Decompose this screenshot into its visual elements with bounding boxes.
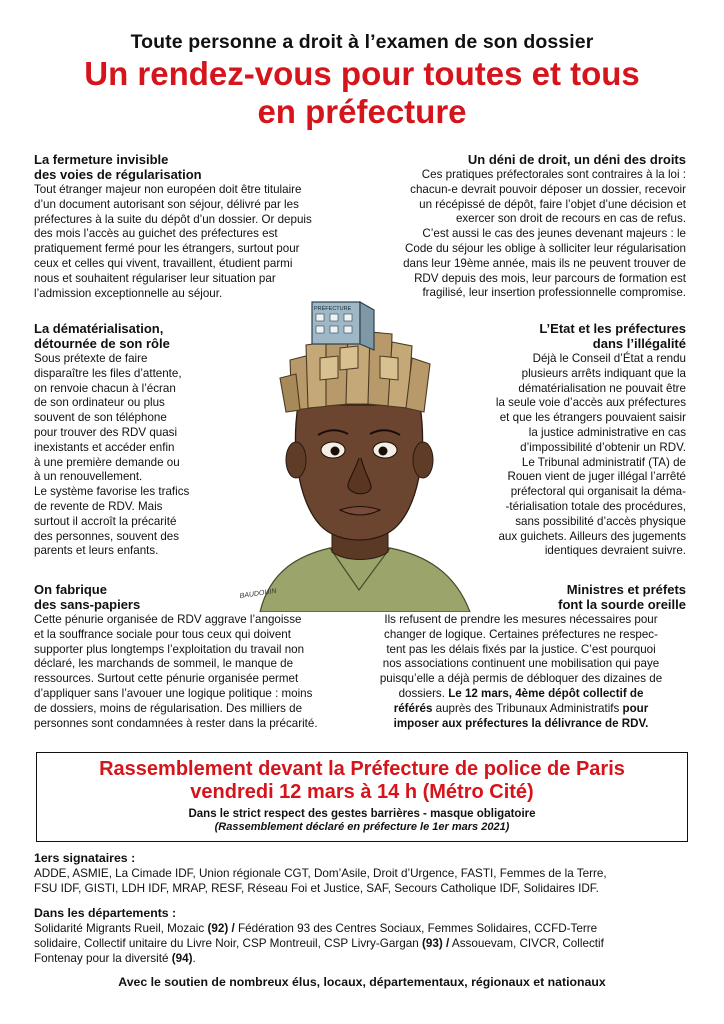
kicker: Toute personne a droit à l’examen de son dossier [130,31,594,53]
rally-box [36,752,688,842]
section-deni [356,152,686,301]
section-body: Cette pénurie organisée de RDV aggrave l’angoisse et la souffrance sociale pour tous ceux qui doivent supporter plus longtemps l’exploitation du travail non déclaré, les marchands de sommeil, le manque de ressources. Surtout cette pénurie organisée permet d’appliquer sans l’avouer une logique politique : moins de dossiers, moins de régularisation. Des milliers de personnes sont condamnées à rester dans la précarité. [34,613,318,730]
section-title: La fermeture invisible des voies de régularisation [34,152,202,182]
header [0,30,724,130]
departments-heading: Dans les départements : [34,906,177,920]
departments-line: Solidarité Migrants Rueil, Mozaic (92) / Fédération 93 des Centres Sociaux, Femmes Solidaires, CCFD-Terre [34,922,598,935]
section-body: Tout étranger majeur non européen doit être titulaire d’un document autorisant son séjour, délivré par les préfectures à la suite du dépôt d’un dossier. Or depuis des mois l’accès au guichet des préfectures est pratiquement fermé pour les étrangers, surtout pour ceux et celles qui vivent, travaillent, étudient parmi nous et souhaitent régulariser leur situation par l’admission exceptionnelle au séjour. [34,183,312,300]
rally-declared: (Rassemblement déclaré en préfecture le 1er mars 2021) [214,821,510,833]
signatories-line: FSU IDF, GISTI, LDH IDF, MRAP, RESF, Réseau Foi et Justice, SAF, Secours Catholique IDF, Solidaires IDF. [34,882,599,895]
section-title: Un déni de droit, un déni des droits [467,152,686,167]
section-ministres [356,582,686,731]
signatories-line: ADDE, ASMIE, La Cimade IDF, Union régionale CGT, Dom’Asile, Droit d’Urgence, FASTI, Femmes de la Terre, [34,867,607,880]
departments [34,906,694,966]
section-body: Ils refusent de prendre les mesures nécessaires pour changer de logique. Certaines préfectures ne respec- tent pas les délais fixés par la justice. C’est pourquoi nos associations continuent une mobilisation qui paye puisqu’elle a déjà permis de débloquer des dizaines de dossiers. Le 12 mars, 4ème dépôt collectif de référés auprès des Tribunaux Administratifs pour imposer aux préfectures la délivrance de RDV. [379,613,663,730]
main-title-line1: Un rendez-vous pour toutes et tous [84,55,640,92]
rally-title: Rassemblement devant la Préfecture de police de Paris [99,758,625,780]
section-title: L’Etat et les préfectures dans l’illégalité [539,321,686,351]
section-body: Ces pratiques préfectorales sont contraires à la loi : chacun-e devrait pouvoir déposer un dossier, recevoir un récépissé de dépôt, faire l’objet d’une décision et exercer son droit de recours en cas de refus. C’est aussi le cas des jeunes devenant majeurs : le Code du séjour les oblige à solliciter leur régularisation dans leur 19ème année, mais ils ne peuvent trouver de RDV depuis des mois, leur parcours de formation est fragilisé, leur insertion professionnelle compromise. [403,168,686,300]
illustration-head-with-folders [220,300,498,612]
section-body: Sous prétexte de faire disparaître les files d’attente, on renvoie chacun à l’écran de son ordinateur ou plus souvent de son téléphone pour trouver des RDV quasi inexistants et accéder enfin à une première demande ou à un renouvellement. Le système favorise les trafics de revente de RDV. Mais surtout il accroît la précarité des personnes, souvent des parents et leurs enfants. [34,352,190,558]
section-title: La dématérialisation, détournée de son rôle [34,321,170,351]
section-fermeture [34,152,364,301]
svg-text:BAUDOUIN: BAUDOUIN [239,587,277,600]
section-title: Ministres et préfets font la sourde oreille [558,582,686,612]
signatories-heading: 1ers signataires : [34,851,136,865]
section-sans-papiers [34,582,364,731]
svg-text:PRÉFECTURE: PRÉFECTURE [314,306,352,312]
section-body: Déjà le Conseil d’État a rendu plusieurs arrêts indiquant que la dématérialisation ne pouvait être la seule voie d’accès aux préfectures et que les étrangers pouvaient saisir la justice administrative en cas d’impossibilité d’obtenir un RDV. Le Tribunal administratif (TA) de Rouen vient de juger illégal l’arrêté préfectoral qui organisait la déma- -térialisation totale des procédures, sans possibilité d’accès physique aux guichets. Ailleurs des jugements identiques devraient suivre. [495,352,686,558]
signatories [34,851,694,896]
rally-rules: Dans le strict respect des gestes barrières - masque obligatoire [188,808,536,820]
main-title-line2: en préfecture [257,93,467,130]
section-illegalite [466,321,686,559]
section-title: On fabrique des sans-papiers [34,582,141,612]
rally-date: vendredi 12 mars à 14 h (Métro Cité) [190,781,534,803]
departments-line: solidaire, Collectif unitaire du Livre Noir, CSP Montreuil, CSP Livry-Gargan (93) / Assouevam, CIVCR, Collectif [34,937,604,950]
footer-support: Avec le soutien de nombreux élus, locaux, départementaux, régionaux et nationaux [118,975,606,989]
departments-line: Fontenay pour la diversité (94). [34,952,196,965]
section-dematerialisation [34,321,224,559]
